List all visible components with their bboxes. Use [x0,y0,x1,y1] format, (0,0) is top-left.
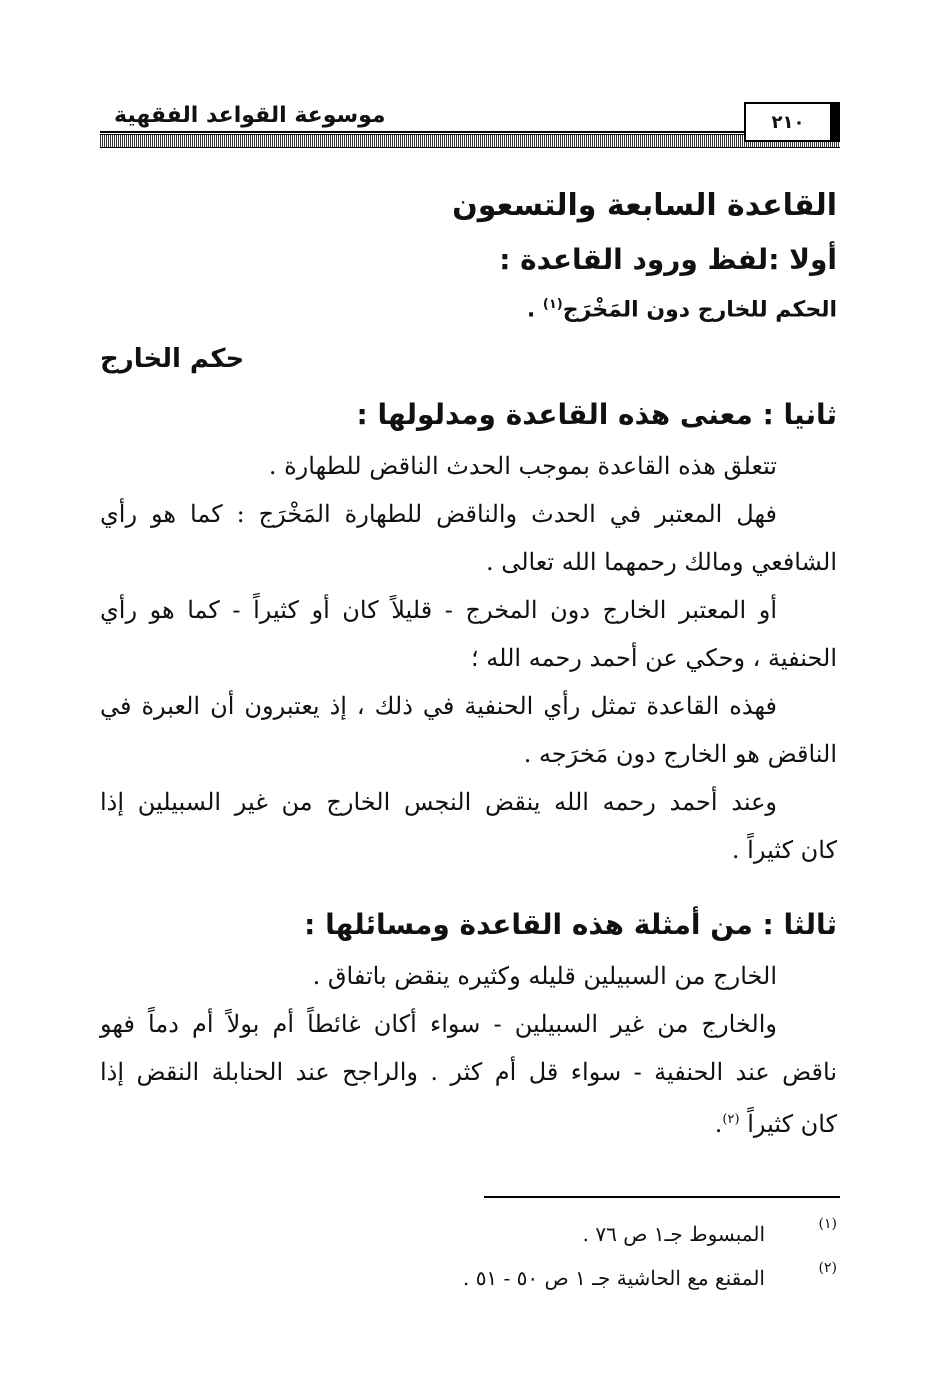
body-line: ناقض عند الحنفية - سواء قل أم كثر . والراجح عند الحنابلة النقض إذا [100,1058,837,1086]
body-line: كان كثيراً . [731,836,837,864]
body-line: أو المعتبر الخارج دون المخرج - قليلاً كان أو كثيراً - كما هو رأي [100,596,777,624]
body-line: وعند أحمد رحمه الله ينقض النجس الخارج من غير السبيلين إذا [100,788,777,816]
body-line: فهل المعتبر في الحدث والناقض للطهارة المَخْرَج : كما هو رأي [100,500,777,528]
body-line-end: . [714,1110,723,1138]
section-2-body [100,442,837,874]
side-title: حكم الخارج [100,344,245,374]
footnote-text: المقنع مع الحاشية جـ ١ ص ٥٠ - ٥١ . [462,1266,765,1290]
body-line-text: كان كثيراً [747,1110,837,1138]
footnote-ref-2[interactable]: (٢) [722,1112,740,1127]
body-line-last [100,1096,837,1148]
body-line: الشافعي ومالك رحمهما الله تعالى . [485,548,837,576]
body-line: فهذه القاعدة تمثل رأي الحنفية في ذلك ، إذ يعتبرون أن العبرة في [100,692,777,720]
page-number: ٢١٠ [744,102,840,142]
section-1-title: أولا :لفظ ورود القاعدة : [499,243,837,276]
book-title: موسوعة القواعد الفقهية [108,102,392,130]
rule-statement [100,297,837,322]
body-line: الحنفية ، وحكي عن أحمد رحمه الله ؛ [471,644,837,672]
body-line: الناقض هو الخارج دون مَخرَجه . [523,740,837,768]
header-rule [100,131,840,133]
section-2-title: ثانيا : معنى هذه القاعدة ومدلولها : [356,398,837,431]
footnote-number: (٢) [818,1260,837,1276]
rule-heading: القاعدة السابعة والتسعون [452,188,837,223]
body-line: تتعلق هذه القاعدة بموجب الحدث الناقض للطهارة . [268,452,777,480]
body-line: والخارج من غير السبيلين - سواء أكان غائطاً أم بولاً أم دماً فهو [100,1010,777,1038]
rule-statement-end: . [526,297,543,323]
header-pattern-band [100,134,840,148]
footnote-ref-1[interactable]: (١) [542,297,563,312]
footnote-separator [484,1196,840,1198]
footnote-text: المبسوط جـ١ ص ٧٦ . [582,1222,765,1246]
section-3-body [100,952,837,1148]
page-header [100,98,840,150]
section-3-title: ثالثا : من أمثلة هذه القاعدة ومسائلها : [304,908,837,941]
rule-statement-text: الحكم للخارج دون المَخْرَج [562,297,837,323]
body-line: الخارج من السبيلين قليله وكثيره ينقض باتفاق . [312,962,777,990]
footnote-number: (١) [818,1216,837,1232]
